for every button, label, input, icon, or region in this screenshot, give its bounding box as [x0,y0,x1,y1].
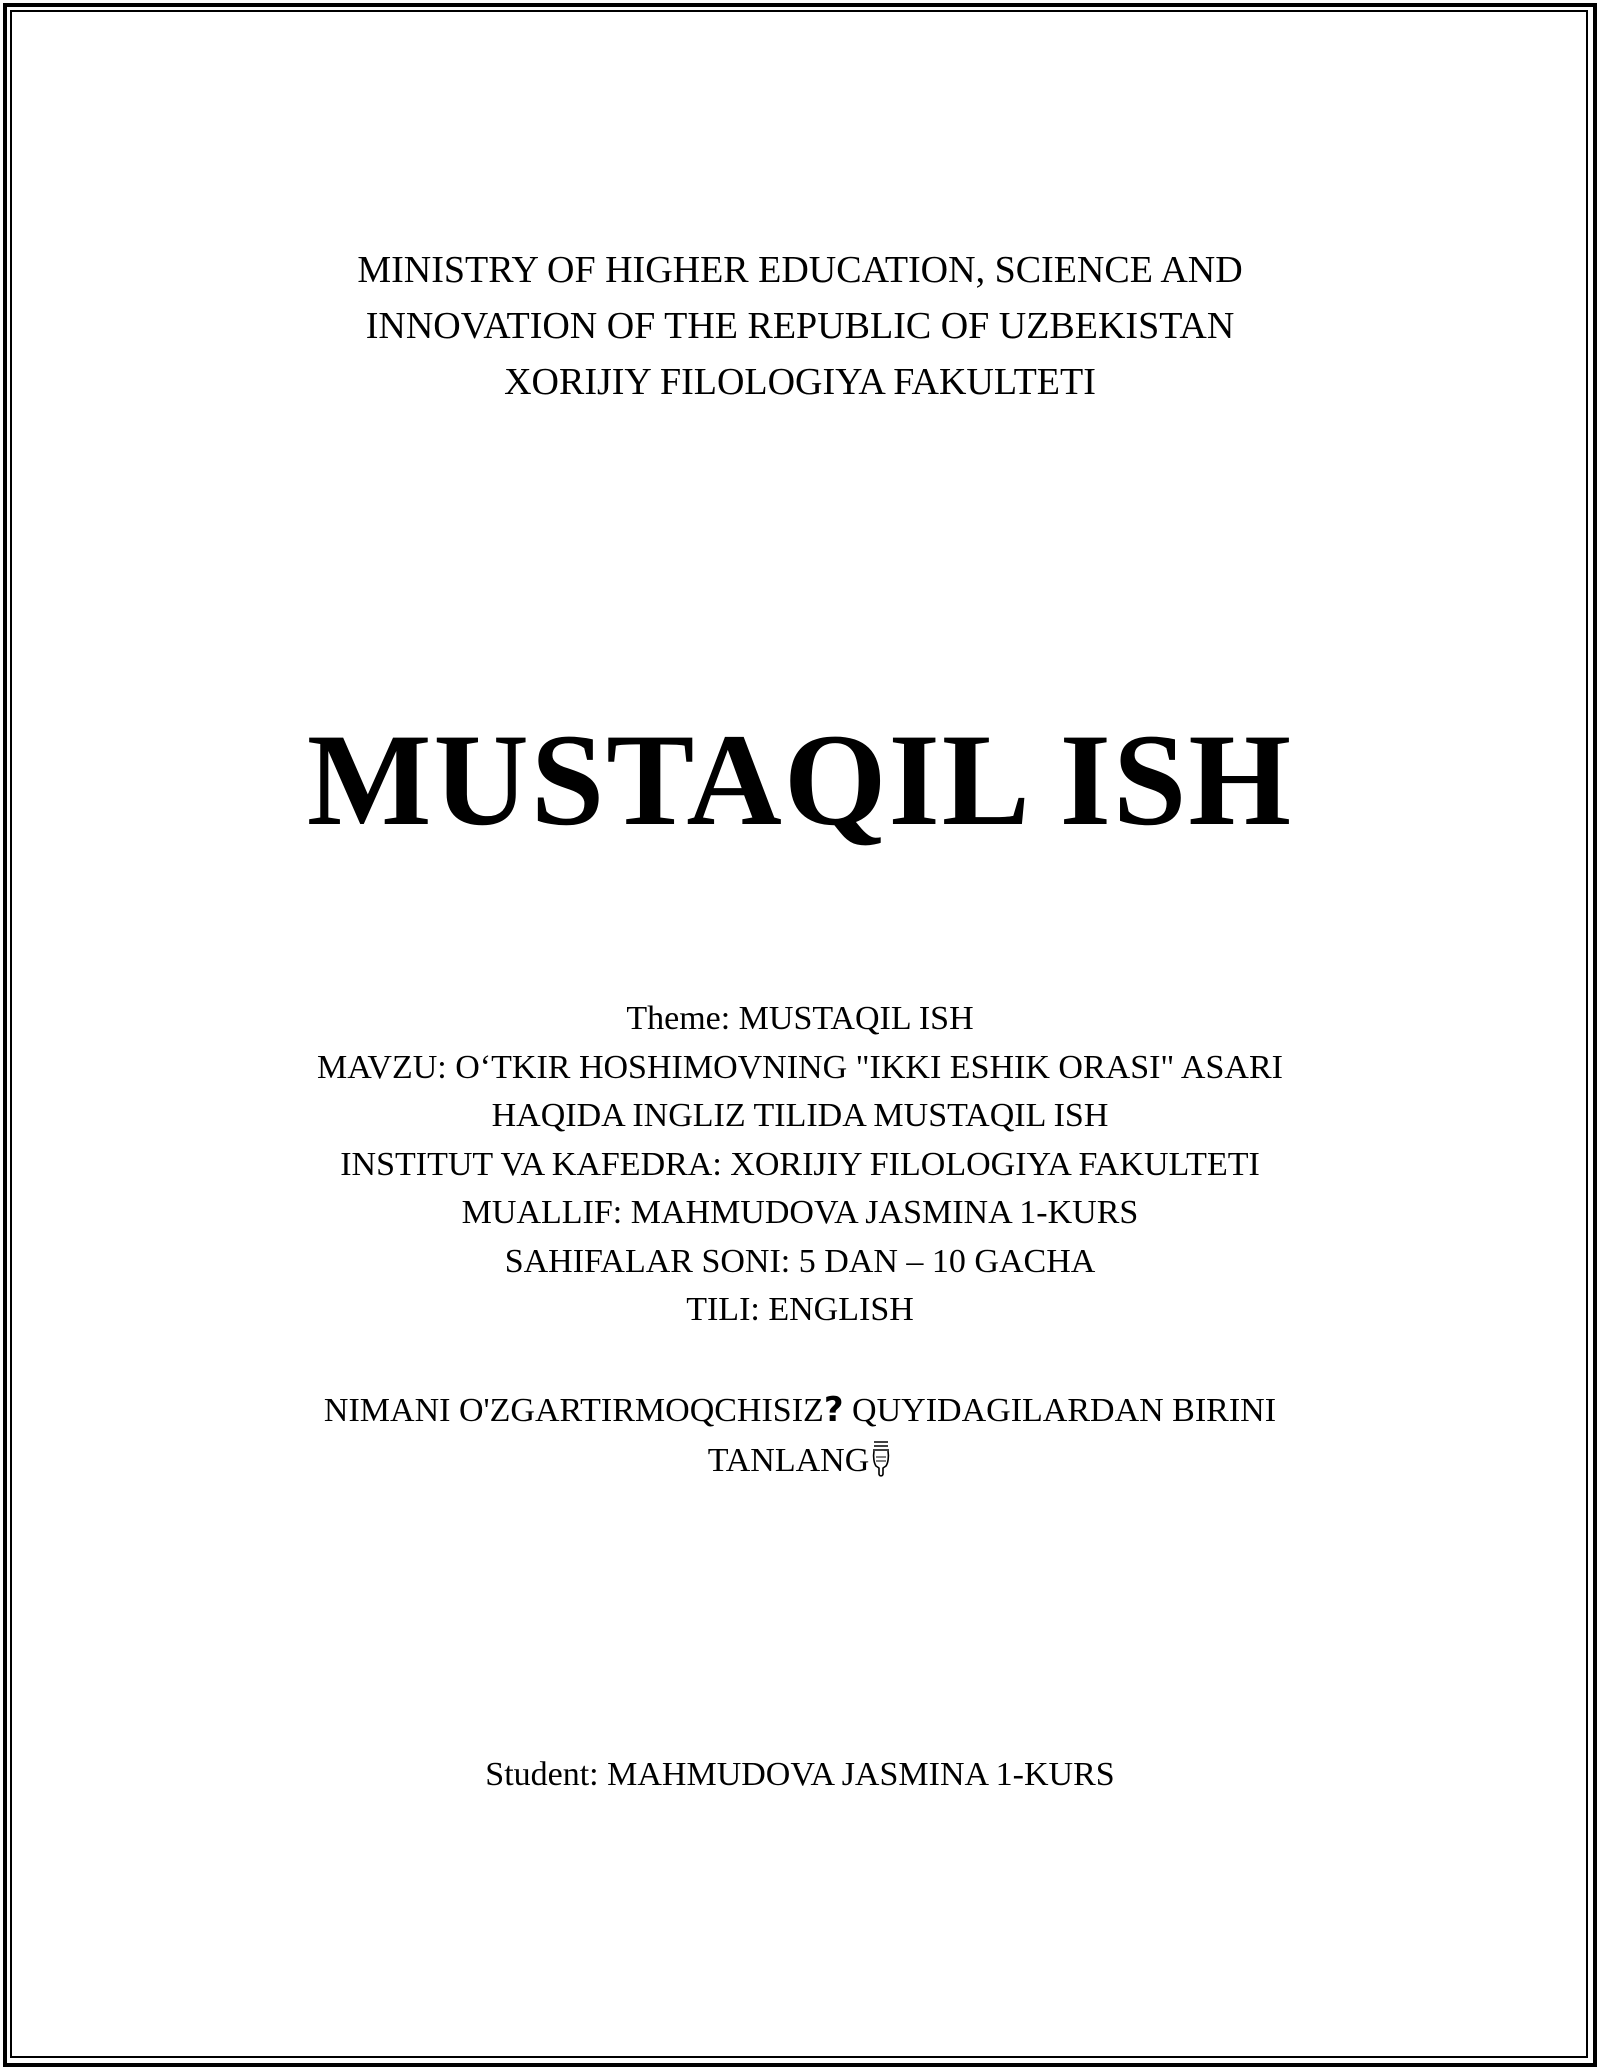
header-line-1: MINISTRY OF HIGHER EDUCATION, SCIENCE AND [357,249,1243,291]
hand-pointing-down-icon [870,1439,892,1477]
detail-institute: INSTITUT VA KAFEDRA: XORIJIY FILOLOGIYA FAKULTETI [340,1145,1260,1183]
detail-page-count: SAHIFALAR SONI: 5 DAN – 10 GACHA [504,1242,1096,1280]
student-name: Student: MAHMUDOVA JASMINA 1-KURS [485,1756,1115,1793]
institution-header [0,242,1600,410]
prompt-choose-text: TANLANG [707,1442,870,1479]
prompt-text-end: QUYIDAGILARDAN BIRINI [843,1392,1277,1429]
prompt-text-start: NIMANI O'ZGARTIRMOQCHISIZ [323,1392,824,1429]
detail-language: TILI: ENGLISH [686,1291,914,1328]
work-details [0,995,1600,1335]
detail-topic-line-2: HAQIDA INGLIZ TILIDA MUSTAQIL ISH [491,1097,1109,1134]
detail-author: MUALLIF: MAHMUDOVA JASMINA 1-KURS [461,1194,1139,1231]
header-line-2: INNOVATION OF THE REPUBLIC OF UZBEKISTAN [365,305,1235,347]
change-prompt [0,1385,1600,1486]
detail-theme: Theme: MUSTAQIL ISH [626,1000,974,1037]
header-line-3: XORIJIY FILOLOGIYA FAKULTETI [504,361,1096,403]
detail-topic-line-1: MAVZU: O‘TKIR HOSHIMOVNING "IKKI ESHIK ORASI" ASARI [317,1048,1283,1086]
prompt-line-2 [0,1436,1600,1486]
question-mark-icon: ? [823,1390,844,1430]
document-title: MUSTAQIL ISH [306,706,1294,853]
prompt-line-1 [0,1385,1600,1436]
